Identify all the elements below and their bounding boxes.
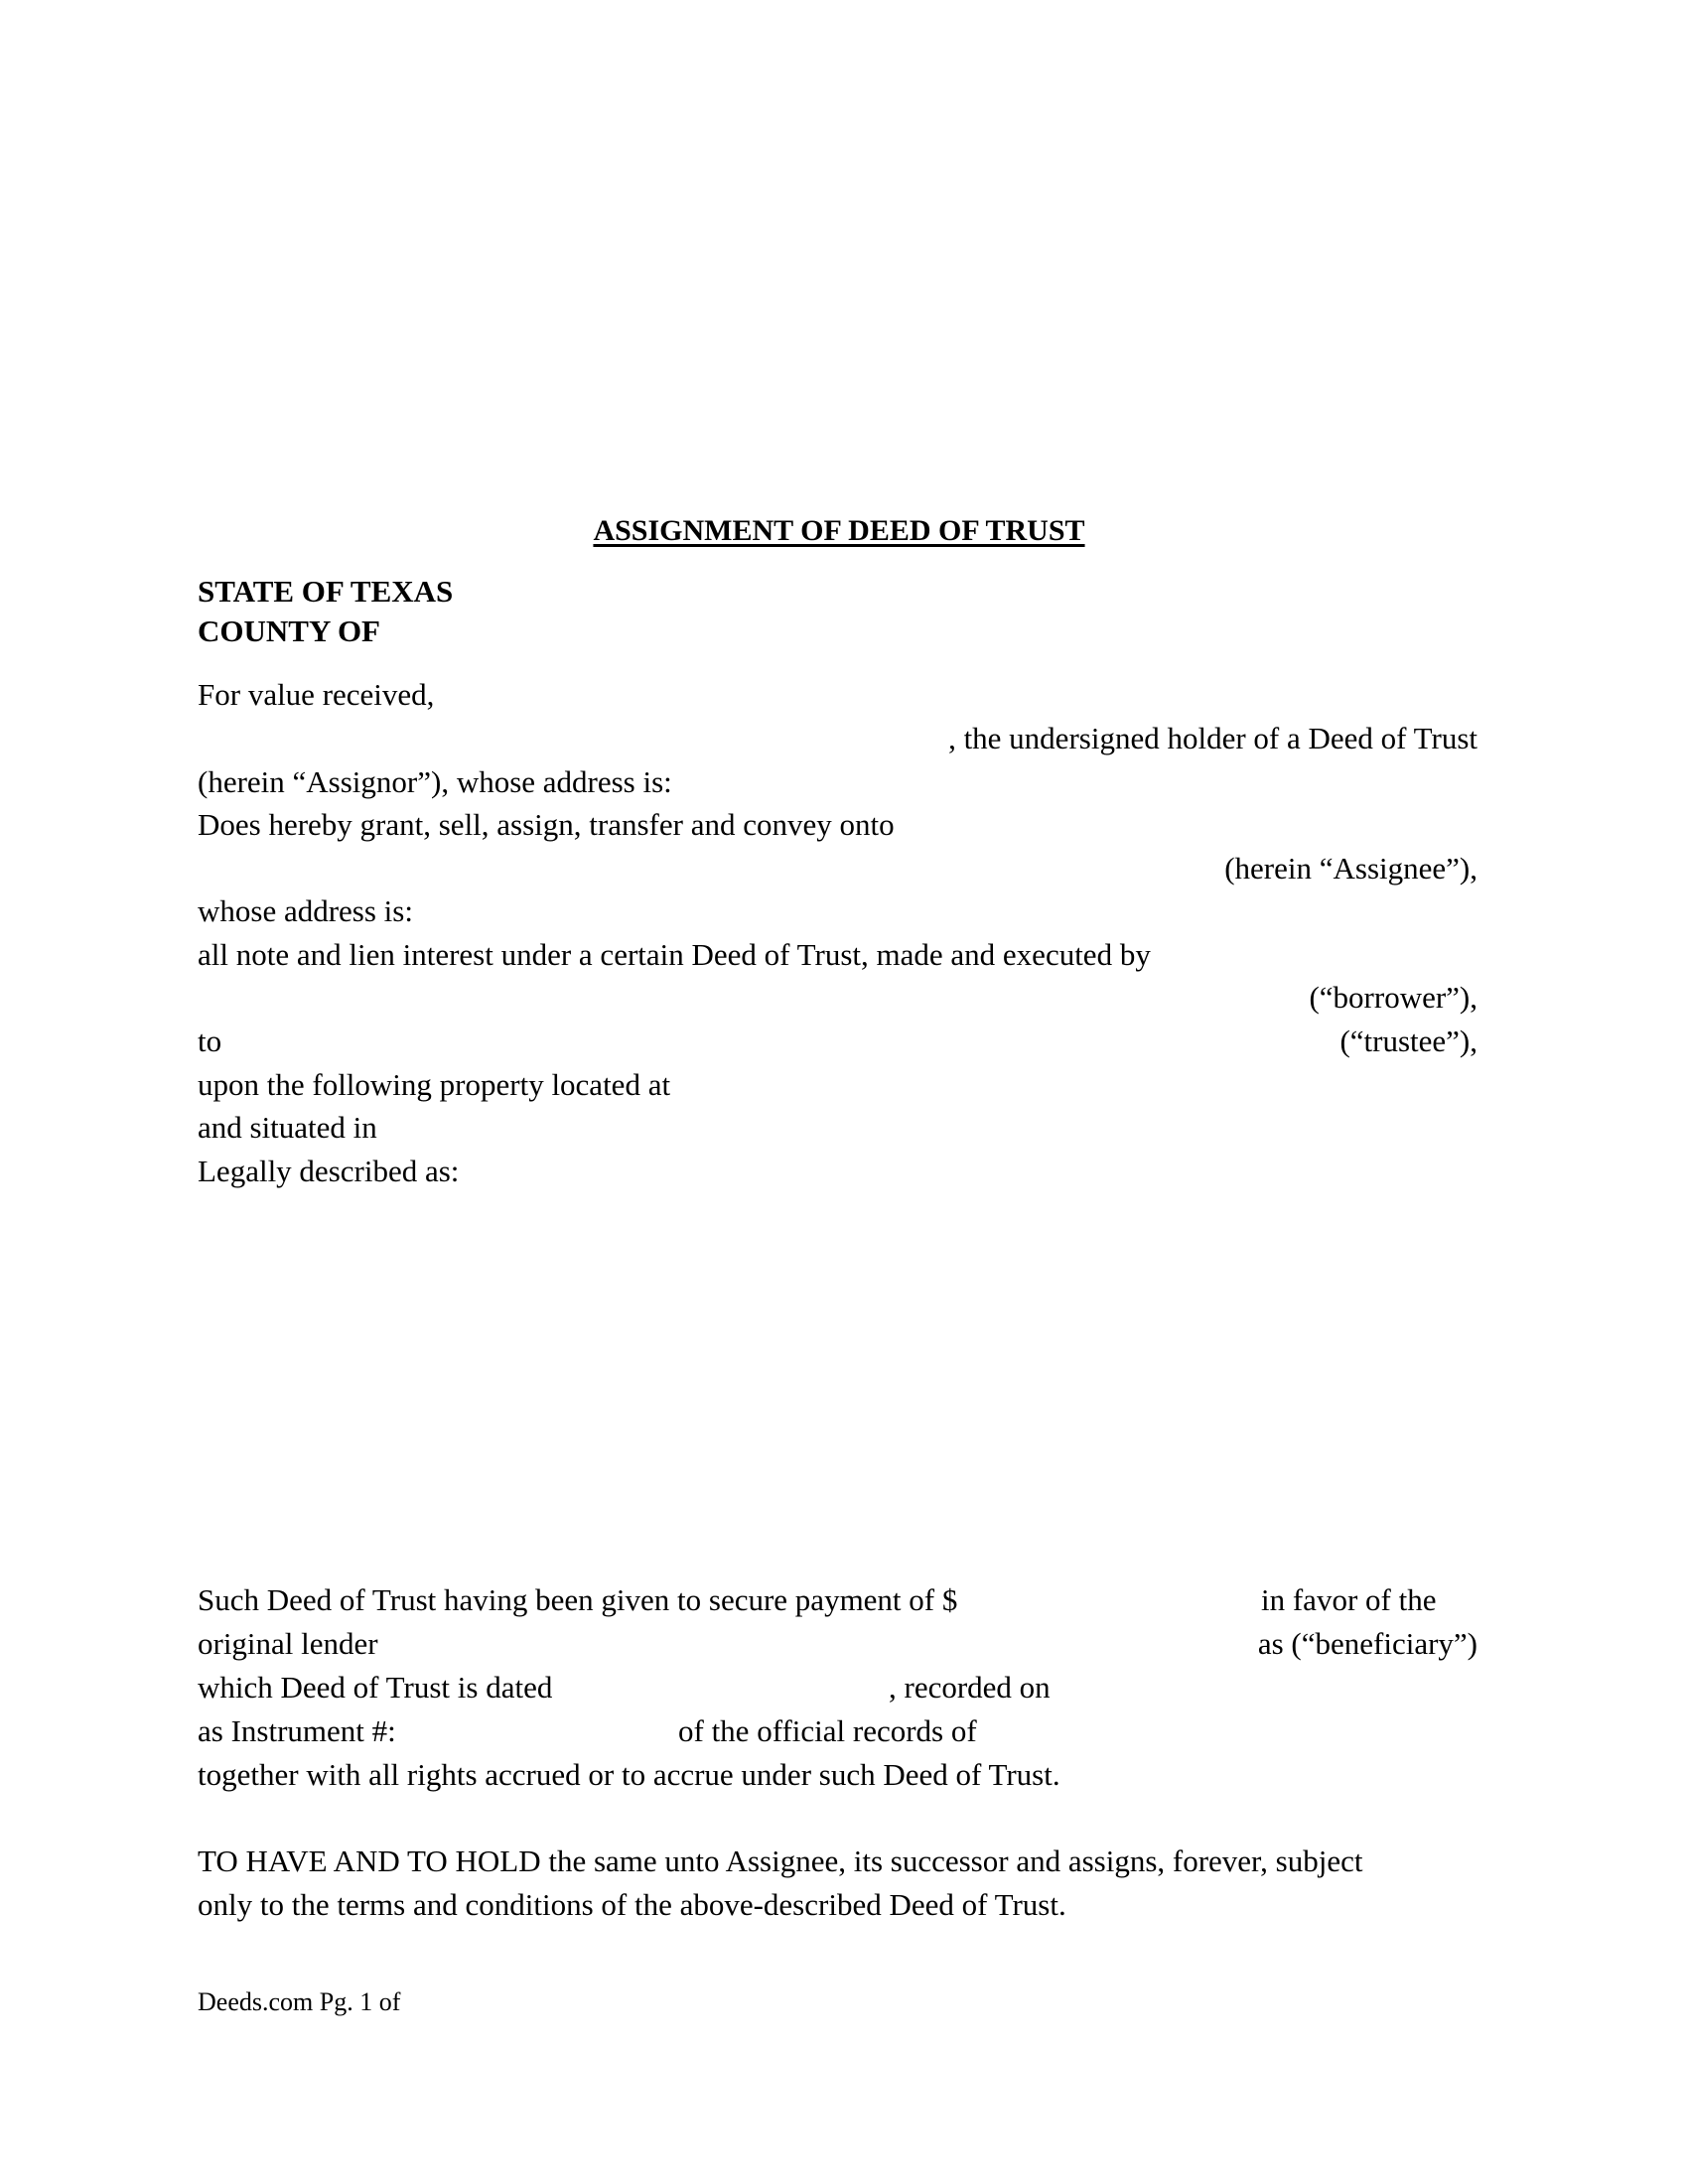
page-footer: Deeds.com Pg. 1 of (198, 1987, 401, 2016)
official-records-line: of the official records of (678, 1713, 977, 1748)
legally-described-line: Legally described as: (198, 1154, 460, 1188)
state-heading: STATE OF TEXAS (198, 574, 454, 609)
assignee-line: (herein “Assignee”), (1224, 851, 1477, 886)
recorded-on-line: , recorded on (889, 1670, 1051, 1705)
for-value-line: For value received, (198, 677, 435, 712)
instrument-line: as Instrument #: (198, 1713, 396, 1748)
document-title: ASSIGNMENT OF DEED OF TRUST (593, 514, 1085, 547)
beneficiary-line: as (“beneficiary”) (1257, 1626, 1477, 1661)
whose-address-line: whose address is: (198, 893, 413, 928)
dated-line: which Deed of Trust is dated (198, 1670, 553, 1705)
habendum-line-2: only to the terms and conditions of the above-described Deed of Trust. (198, 1887, 1066, 1922)
habendum-line-1: TO HAVE AND TO HOLD the same unto Assignee, its successor and assigns, forever, subject (198, 1843, 1363, 1878)
property-located-line: upon the following property located at (198, 1067, 671, 1102)
trustee-line: (“trustee”), (1339, 1024, 1477, 1058)
to-line: to (198, 1024, 222, 1058)
situated-line: and situated in (198, 1110, 377, 1145)
original-lender-line: original lender (198, 1626, 378, 1661)
assignor-line: (herein “Assignor”), whose address is: (198, 764, 672, 799)
together-line: together with all rights accrued or to accrue under such Deed of Trust. (198, 1757, 1060, 1792)
holder-line: , the undersigned holder of a Deed of Trust (948, 721, 1477, 755)
in-favor-line: in favor of the (1261, 1582, 1437, 1617)
borrower-line: (“borrower”), (1309, 980, 1477, 1015)
county-heading: COUNTY OF (198, 614, 380, 648)
secure-payment-line: Such Deed of Trust having been given to secure payment of $ (198, 1582, 958, 1617)
note-lien-line: all note and lien interest under a certain Deed of Trust, made and executed by (198, 937, 1151, 972)
grant-line: Does hereby grant, sell, assign, transfer and convey onto (198, 807, 895, 842)
